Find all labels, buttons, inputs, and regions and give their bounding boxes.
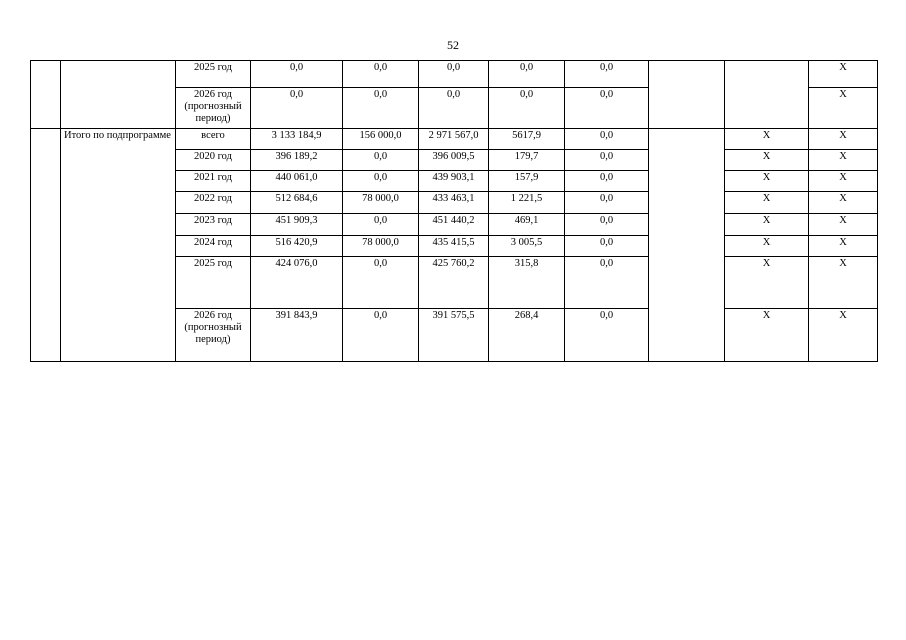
value-cell: 157,9 bbox=[489, 171, 565, 192]
value-cell: 424 076,0 bbox=[251, 257, 343, 309]
value-cell: 391 575,5 bbox=[419, 309, 489, 362]
value-cell: 451 440,2 bbox=[419, 214, 489, 236]
value-cell: 0,0 bbox=[565, 309, 649, 362]
value-cell: 439 903,1 bbox=[419, 171, 489, 192]
value-cell: 3 005,5 bbox=[489, 236, 565, 257]
x-mark-cell: Х bbox=[809, 129, 878, 150]
budget-table bbox=[30, 60, 878, 362]
value-cell: 0,0 bbox=[343, 309, 419, 362]
value-cell: 5617,9 bbox=[489, 129, 565, 150]
table-row bbox=[31, 129, 878, 150]
empty-cell bbox=[649, 61, 725, 129]
value-cell: 0,0 bbox=[565, 150, 649, 171]
value-cell: 0,0 bbox=[419, 88, 489, 129]
period-cell: 2025 год bbox=[176, 61, 251, 88]
empty-cell bbox=[649, 129, 725, 362]
x-mark-cell: Х bbox=[725, 214, 809, 236]
value-cell: 156 000,0 bbox=[343, 129, 419, 150]
period-cell: 2021 год bbox=[176, 171, 251, 192]
value-cell: 179,7 bbox=[489, 150, 565, 171]
value-cell: 440 061,0 bbox=[251, 171, 343, 192]
x-mark-cell: Х bbox=[809, 214, 878, 236]
value-cell: 433 463,1 bbox=[419, 192, 489, 214]
x-mark-cell: Х bbox=[725, 257, 809, 309]
value-cell: 0,0 bbox=[565, 129, 649, 150]
name-cell bbox=[61, 61, 176, 129]
value-cell: 512 684,6 bbox=[251, 192, 343, 214]
period-cell: 2026 год (прогнозный период) bbox=[176, 309, 251, 362]
value-cell: 0,0 bbox=[251, 88, 343, 129]
value-cell: 0,0 bbox=[489, 88, 565, 129]
total-label-cell: Итого по подпрограмме bbox=[61, 129, 176, 362]
value-cell: 435 415,5 bbox=[419, 236, 489, 257]
value-cell: 78 000,0 bbox=[343, 236, 419, 257]
x-mark-cell: Х bbox=[725, 236, 809, 257]
value-cell: 315,8 bbox=[489, 257, 565, 309]
x-mark-cell: Х bbox=[809, 150, 878, 171]
number-cell bbox=[31, 129, 61, 362]
x-mark-cell: Х bbox=[809, 61, 878, 88]
x-mark-cell: Х bbox=[809, 171, 878, 192]
value-cell: 0,0 bbox=[565, 61, 649, 88]
x-mark-cell: Х bbox=[809, 236, 878, 257]
value-cell: 2 971 567,0 bbox=[419, 129, 489, 150]
x-mark-cell: Х bbox=[725, 171, 809, 192]
period-cell: 2023 год bbox=[176, 214, 251, 236]
value-cell: 0,0 bbox=[565, 236, 649, 257]
value-cell: 0,0 bbox=[251, 61, 343, 88]
value-cell: 0,0 bbox=[343, 214, 419, 236]
page-number: 52 bbox=[447, 38, 459, 52]
value-cell: 0,0 bbox=[343, 61, 419, 88]
value-cell: 396 009,5 bbox=[419, 150, 489, 171]
value-cell: 268,4 bbox=[489, 309, 565, 362]
period-cell: 2020 год bbox=[176, 150, 251, 171]
table-row bbox=[31, 61, 878, 88]
value-cell: 451 909,3 bbox=[251, 214, 343, 236]
value-cell: 425 760,2 bbox=[419, 257, 489, 309]
value-cell: 0,0 bbox=[343, 171, 419, 192]
value-cell: 0,0 bbox=[565, 192, 649, 214]
period-cell: всего bbox=[176, 129, 251, 150]
value-cell: 0,0 bbox=[565, 171, 649, 192]
value-cell: 3 133 184,9 bbox=[251, 129, 343, 150]
value-cell: 0,0 bbox=[565, 257, 649, 309]
x-mark-cell: Х bbox=[725, 309, 809, 362]
x-mark-cell: Х bbox=[809, 88, 878, 129]
value-cell: 1 221,5 bbox=[489, 192, 565, 214]
value-cell: 391 843,9 bbox=[251, 309, 343, 362]
x-mark-cell: Х bbox=[725, 150, 809, 171]
x-mark-cell: Х bbox=[725, 192, 809, 214]
empty-cell bbox=[725, 61, 809, 129]
x-mark-cell: Х bbox=[809, 309, 878, 362]
x-mark-cell: Х bbox=[809, 257, 878, 309]
value-cell: 0,0 bbox=[565, 214, 649, 236]
number-cell bbox=[31, 61, 61, 129]
period-cell: 2026 год (прогнозный период) bbox=[176, 88, 251, 129]
value-cell: 78 000,0 bbox=[343, 192, 419, 214]
value-cell: 469,1 bbox=[489, 214, 565, 236]
value-cell: 0,0 bbox=[343, 88, 419, 129]
x-mark-cell: Х bbox=[725, 129, 809, 150]
period-cell: 2025 год bbox=[176, 257, 251, 309]
period-cell: 2024 год bbox=[176, 236, 251, 257]
period-cell: 2022 год bbox=[176, 192, 251, 214]
value-cell: 0,0 bbox=[489, 61, 565, 88]
value-cell: 0,0 bbox=[565, 88, 649, 129]
value-cell: 0,0 bbox=[343, 150, 419, 171]
value-cell: 0,0 bbox=[419, 61, 489, 88]
value-cell: 0,0 bbox=[343, 257, 419, 309]
value-cell: 396 189,2 bbox=[251, 150, 343, 171]
value-cell: 516 420,9 bbox=[251, 236, 343, 257]
x-mark-cell: Х bbox=[809, 192, 878, 214]
